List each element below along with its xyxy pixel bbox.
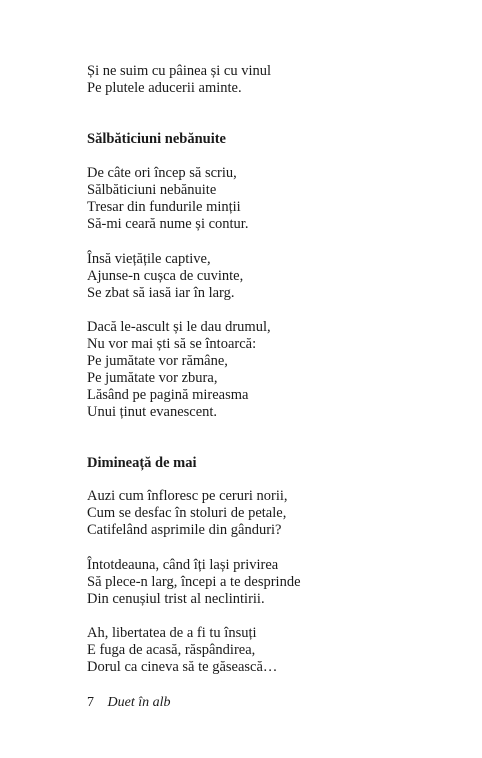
poem-line: Pe jumătate vor rămâne, bbox=[87, 353, 228, 369]
poem-line: Cum se desfac în stoluri de petale, bbox=[87, 505, 287, 521]
poem-title: Dimineață de mai bbox=[87, 455, 197, 471]
page-footer bbox=[87, 694, 171, 711]
stanza bbox=[87, 557, 301, 608]
poem-line: Întotdeauna, când îți lași privirea bbox=[87, 557, 279, 573]
poem-line: Ah, libertatea de a fi tu însuți bbox=[87, 625, 257, 641]
poem-line: Catifelând asprimile din gânduri? bbox=[87, 522, 282, 538]
poem-line: Auzi cum înfloresc pe ceruri norii, bbox=[87, 488, 288, 504]
poem-line: Însă viețățile captive, bbox=[87, 251, 211, 267]
poem-line: Și ne suim cu pâinea și cu vinul bbox=[87, 63, 272, 79]
poem-line: Nu vor mai ști să se întoarcă: bbox=[87, 336, 257, 352]
poem-title: Sălbăticiuni nebănuite bbox=[87, 131, 226, 147]
poem-line: Din cenușiul trist al neclintirii. bbox=[87, 591, 265, 607]
poem-line: Pe jumătate vor zbura, bbox=[87, 370, 218, 386]
book-title: Duet în alb bbox=[107, 695, 171, 710]
poem-line: Să-mi ceară nume și contur. bbox=[87, 216, 249, 232]
poem-line: Sălbăticiuni nebănuite bbox=[87, 182, 217, 198]
poem-line: Unui ținut evanescent. bbox=[87, 404, 218, 420]
poem-line: E fuga de acasă, răspândirea, bbox=[87, 642, 256, 658]
intro-stanza bbox=[87, 63, 271, 97]
poem-line: Dacă le-ascult și le dau drumul, bbox=[87, 319, 271, 335]
poem-line: Ajunse-n cușca de cuvinte, bbox=[87, 268, 244, 284]
poem-line: De câte ori încep să scriu, bbox=[87, 165, 237, 181]
poem-line: Pe plutele aducerii aminte. bbox=[87, 80, 242, 96]
stanza bbox=[87, 319, 271, 421]
poem-line: Lăsând pe pagină mireasma bbox=[87, 387, 249, 403]
stanza bbox=[87, 251, 243, 302]
poem-line: Se zbat să iasă iar în larg. bbox=[87, 285, 235, 301]
poem-line: Dorul ca cineva să te găsească… bbox=[87, 659, 278, 675]
stanza bbox=[87, 625, 277, 676]
stanza bbox=[87, 488, 288, 539]
poem-line: Să plece-n larg, începi a te desprinde bbox=[87, 574, 301, 590]
stanza bbox=[87, 165, 248, 233]
poem-line: Tresar din fundurile minții bbox=[87, 199, 241, 215]
page-number: 7 bbox=[87, 695, 94, 710]
